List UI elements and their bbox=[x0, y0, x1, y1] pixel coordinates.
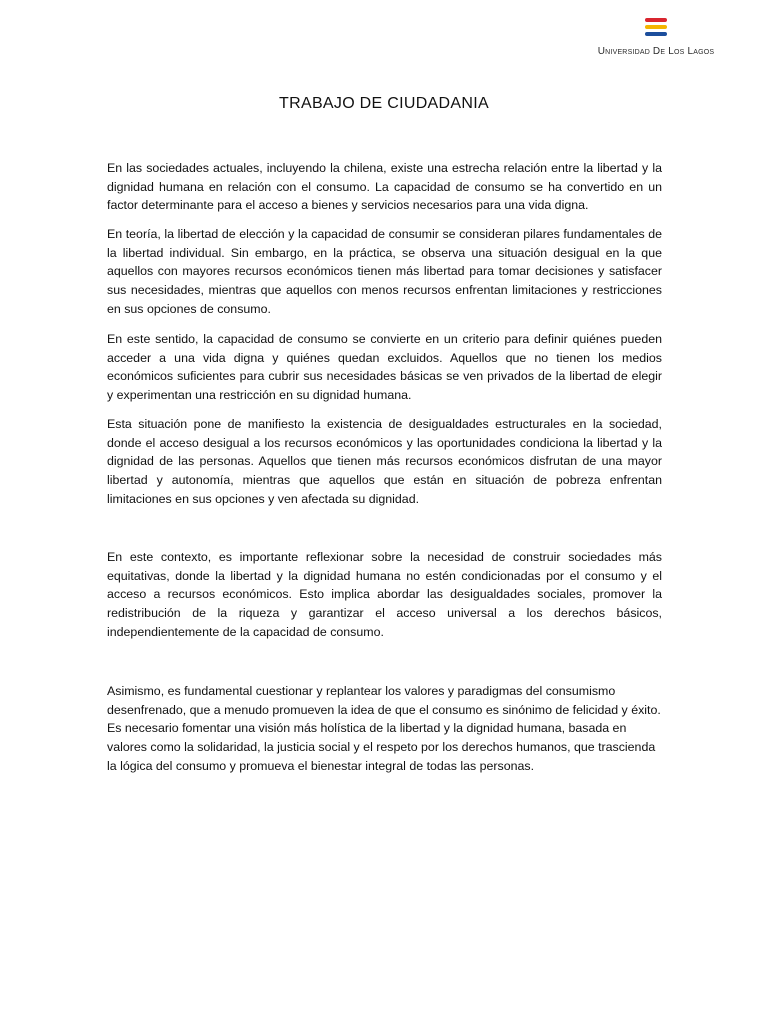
paragraph-2: En teoría, la libertad de elección y la capacidad de consumir se consideran pilares fundamentales de la libertad individual. Sin embargo, en la práctica, se observa una situación desigual en la que aquellos con mayores recursos económicos tienen más libertad para tomar decisiones y satisfacer sus necesidades, mientras que aquellos con menos recursos enfrentan limitaciones y restricciones en sus opciones de consumo. bbox=[107, 227, 662, 316]
emblem-stripe-yellow bbox=[645, 25, 667, 29]
university-logo bbox=[586, 16, 726, 57]
paragraph-6: Asimismo, es fundamental cuestionar y replantear los valores y paradigmas del consumismo desenfrenado, que a menudo promueven la idea de que el consumo es sinónimo de felicidad y éxito. Es necesario fomentar una visión más holística de la libertad y la dignidad humana, basada en valores como la solidaridad, la justicia social y el respeto por los derechos humanos, que trascienda la lógica del consumo y promueva el bienestar integral de todas las personas. bbox=[107, 684, 661, 773]
paragraph-3: En este sentido, la capacidad de consumo se convierte en un criterio para definir quiénes pueden acceder a una vida digna y quiénes quedan excluidos. Aquellos que no tienen los medios económicos suficientes para cubrir sus necesidades básicas se ven privados de la libertad de elegir y experimentan una restricción en su dignidad humana. bbox=[107, 332, 662, 403]
paragraph-1: En las sociedades actuales, incluyendo la chilena, existe una estrecha relación entre la libertad y la dignidad humana en relación con el consumo. La capacidad de consumo se ha convertido en un factor determinante para el acceso a bienes y servicios necesarios para una vida digna. bbox=[107, 161, 662, 213]
paragraph-5: En este contexto, es importante reflexionar sobre la necesidad de construir sociedades más equitativas, donde la libertad y la dignidad humana no estén condicionadas por el consumo y el acceso a recursos económicos. Esto implica abordar las desigualdades sociales, promover la redistribución de la riqueza y garantizar el acceso universal a los derechos básicos, independientemente de la capacidad de consumo. bbox=[107, 550, 662, 639]
university-name: Universidad De Los Lagos bbox=[597, 46, 715, 57]
university-emblem-icon bbox=[645, 16, 667, 38]
document-title: TRABAJO DE CIUDADANIA bbox=[279, 95, 489, 112]
emblem-stripe-red bbox=[645, 18, 667, 22]
paragraph-4: Esta situación pone de manifiesto la existencia de desigualdades estructurales en la sociedad, donde el acceso desigual a los recursos económicos y las oportunidades condiciona la libertad y la dignidad de las personas. Aquellos que tienen más recursos económicos disfrutan de una mayor libertad y autonomía, mientras que aquellos que están en situación de pobreza enfrentan limitaciones en sus opciones y ven afectada su dignidad. bbox=[107, 417, 662, 506]
emblem-stripe-blue bbox=[645, 32, 667, 36]
